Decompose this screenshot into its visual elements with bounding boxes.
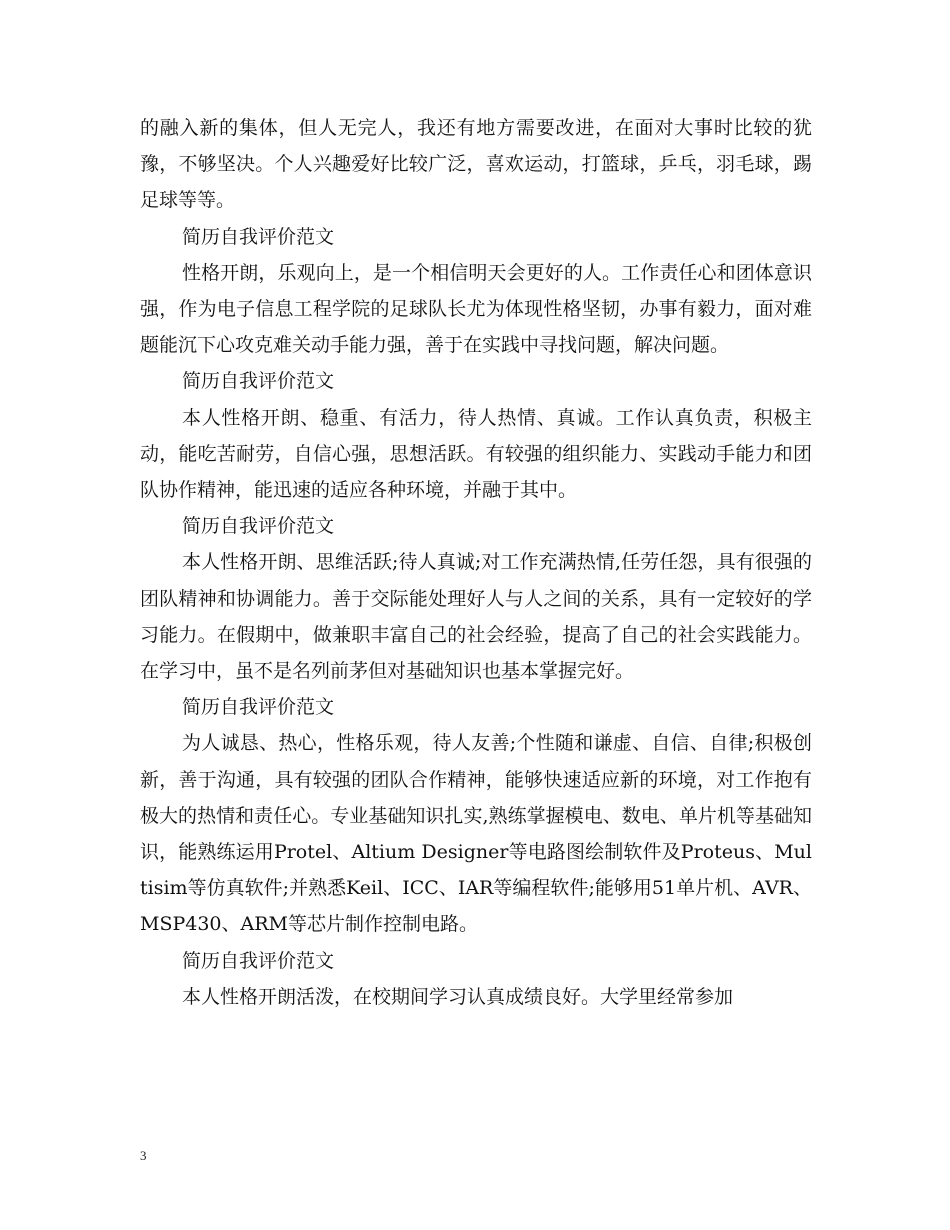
page-number: 3 bbox=[140, 1148, 147, 1163]
section-heading: 简历自我评价范文 bbox=[182, 696, 335, 719]
paragraph: 本人性格开朗、思维活跃;待人真诚;对工作充满热情,任劳任怨，具有很强的团队精神和协调能力。善于交际能处理好人与人之间的关系，具有一定较好的学习能力。在假期中，做兼职丰富自己的社会经验，提高了自己的社会实践能力。在学习中，虽不是名列前茅但对基础知识也基本掌握完好。 bbox=[140, 551, 812, 683]
section-heading: 简历自我评价范文 bbox=[182, 225, 335, 248]
paragraph: 本人性格开朗、稳重、有活力，待人热情、真诚。工作认真负责，积极主动，能吃苦耐劳，自信心强，思想活跃。有较强的组织能力、实践动手能力和团队协作精神，能迅速的适应各种环境，并融于其中。 bbox=[140, 406, 812, 502]
paragraph: 为人诚恳、热心，性格乐观，待人友善;个性随和谦虚、自信、自律;积极创新，善于沟通，具有较强的团队合作精神，能够快速适应新的环境，对工作抱有极大的热情和责任心。专业基础知识扎实,熟练掌握模电、数电、单片机等基础知识，能熟练运用Protel、Altium Designer等电路图绘制软件及Proteus、Multisim等仿真软件;并熟悉Keil、ICC、IAR等编程软件;能够用51单片机、AVR、MSP430、ARM等芯片制作控制电路。 bbox=[140, 732, 812, 936]
paragraph-continued: 的融入新的集体，但人无完人，我还有地方需要改进，在面对大事时比较的犹豫，不够坚决。个人兴趣爱好比较广泛，喜欢运动，打篮球，乒乓，羽毛球，踢足球等等。 bbox=[140, 117, 812, 212]
document-body bbox=[140, 110, 812, 1015]
paragraph: 性格开朗，乐观向上，是一个相信明天会更好的人。工作责任心和团体意识强，作为电子信息工程学院的足球队长尤为体现性格坚韧，办事有毅力，面对难题能沉下心攻克难关动手能力强，善于在实践中寻找问题，解决问题。 bbox=[140, 261, 812, 357]
section-heading: 简历自我评价范文 bbox=[182, 949, 335, 972]
paragraph: 本人性格开朗活泼，在校期间学习认真成绩良好。大学里经常参加 bbox=[182, 985, 734, 1008]
section-heading: 简历自我评价范文 bbox=[182, 370, 335, 393]
section-heading: 简历自我评价范文 bbox=[182, 515, 335, 538]
